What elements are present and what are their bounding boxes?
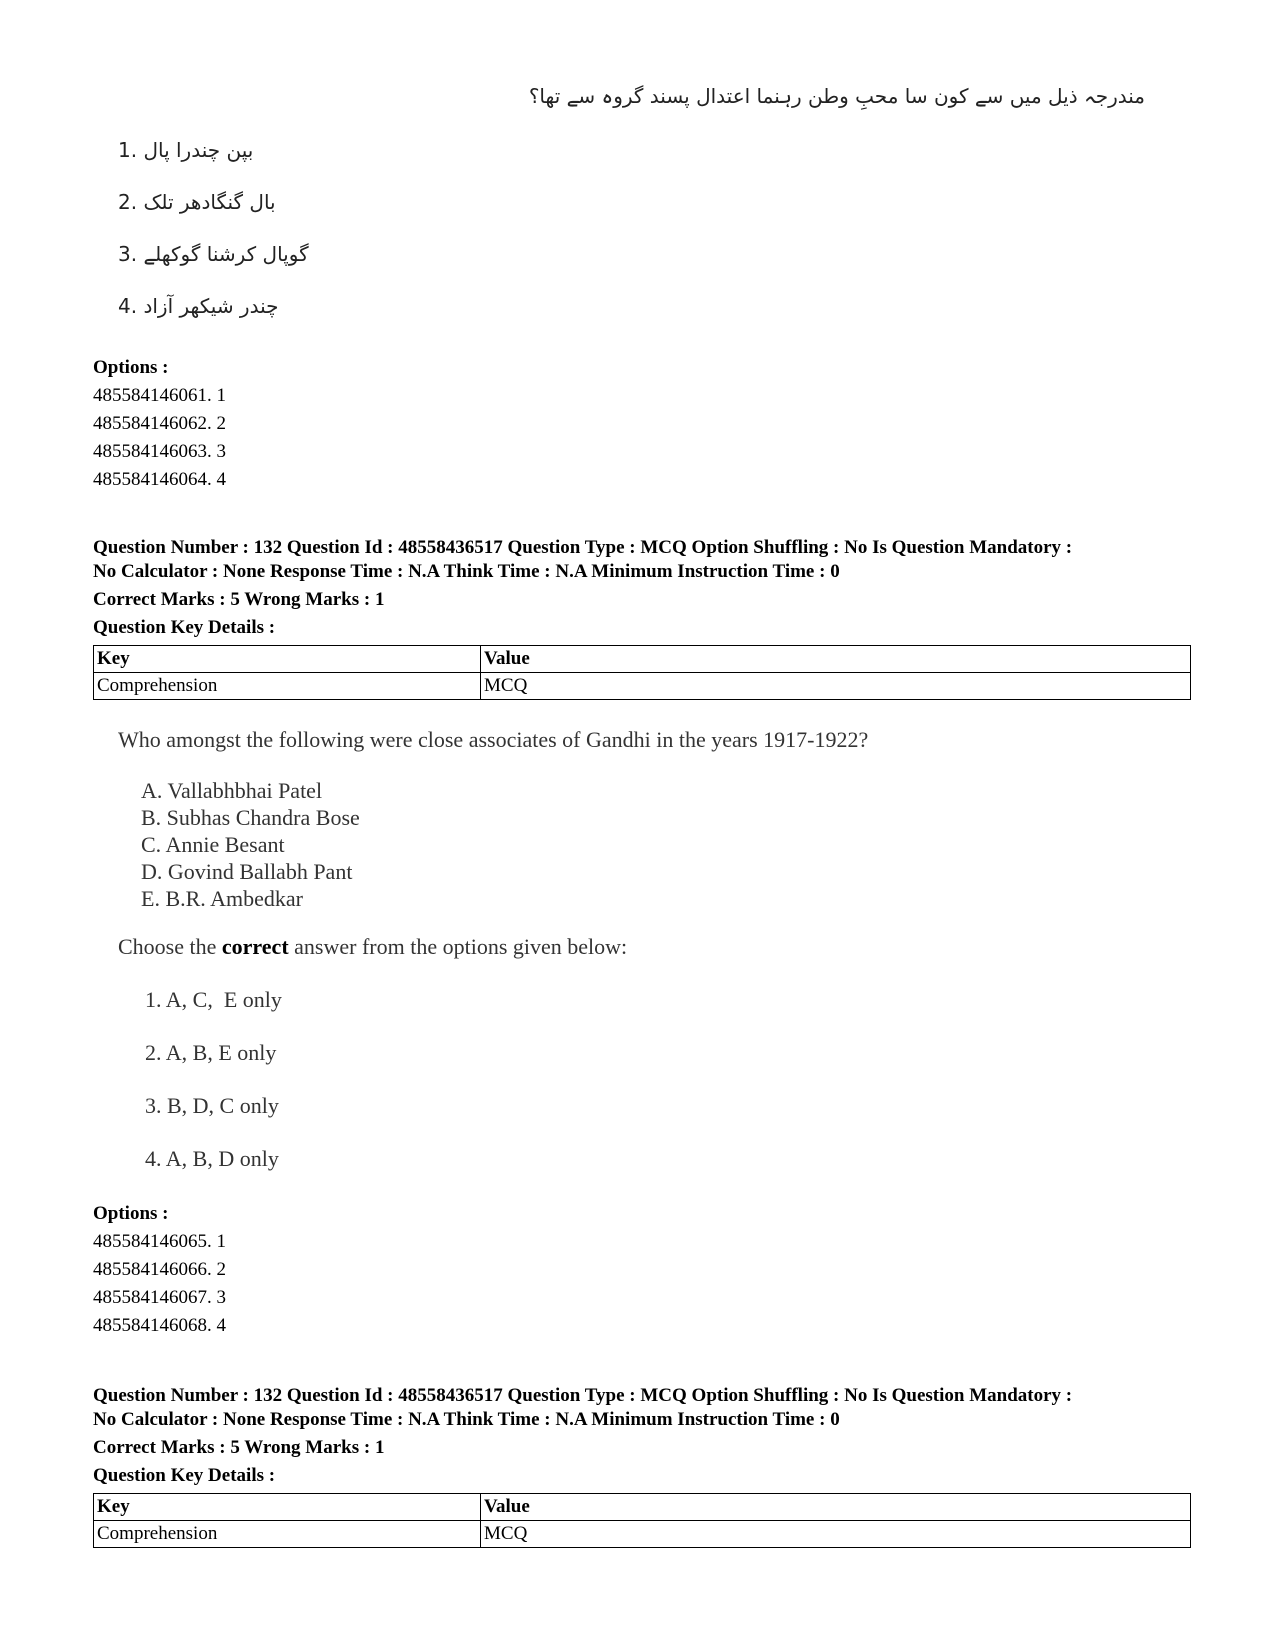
key-cell: Comprehension <box>94 1521 481 1548</box>
key-details-label: Question Key Details : <box>93 1465 276 1486</box>
marks-line: Correct Marks : 5 Wrong Marks : 1 <box>93 589 385 610</box>
table-row <box>94 1494 1191 1521</box>
value-cell: MCQ <box>481 1521 1191 1548</box>
urdu-option-4: چندر شیکھر آزاد .4 <box>118 294 279 318</box>
options-label: Options : <box>93 357 169 378</box>
question-text: Who amongst the following were close associates of Gandhi in the years 1917-1922? <box>118 727 869 752</box>
urdu-option-2: بال گنگادھر تلک .2 <box>118 190 276 214</box>
answer-option-3: 3. B, D, C only <box>145 1093 279 1118</box>
option-id-4: 485584146064. 4 <box>93 469 226 490</box>
marks-line: Correct Marks : 5 Wrong Marks : 1 <box>93 1437 385 1458</box>
list-item: D. Govind Ballabh Pant <box>141 859 353 884</box>
options-label: Options : <box>93 1203 169 1224</box>
key-cell: Comprehension <box>94 673 481 700</box>
key-details-table <box>93 1493 1191 1548</box>
table-row <box>94 1521 1191 1548</box>
urdu-option-1: بپن چندرا پال .1 <box>118 138 254 162</box>
question-header-line2: No Calculator : None Response Time : N.A Think Time : N.A Minimum Instruction Time : 0 <box>93 1409 840 1430</box>
option-id-3: 485584146067. 3 <box>93 1287 226 1308</box>
list-item: A. Vallabhbhai Patel <box>141 778 323 803</box>
key-header: Key <box>94 1494 481 1521</box>
option-id-2: 485584146066. 2 <box>93 1259 226 1280</box>
option-id-1: 485584146065. 1 <box>93 1231 226 1252</box>
choose-instruction <box>118 934 627 960</box>
question-header-line2: No Calculator : None Response Time : N.A Think Time : N.A Minimum Instruction Time : 0 <box>93 561 840 582</box>
key-details-label: Question Key Details : <box>93 617 276 638</box>
table-row <box>94 673 1191 700</box>
list-item: C. Annie Besant <box>141 832 285 857</box>
value-header: Value <box>481 1494 1191 1521</box>
answer-option-2: 2. A, B, E only <box>145 1040 277 1065</box>
option-id-4: 485584146068. 4 <box>93 1315 226 1336</box>
list-item: E. B.R. Ambedkar <box>141 886 303 911</box>
question-header-line1: Question Number : 132 Question Id : 48558436517 Question Type : MCQ Option Shuffling : No Is Question Mandatory : <box>93 537 1073 558</box>
table-row <box>94 646 1191 673</box>
question-header-line1: Question Number : 132 Question Id : 48558436517 Question Type : MCQ Option Shuffling : No Is Question Mandatory : <box>93 1385 1073 1406</box>
urdu-question: مندرجہ ذیل میں سے کون سا محبِ وطن رہنما اعتدال پسند گروہ سے تھا؟ <box>528 84 1145 108</box>
key-header: Key <box>94 646 481 673</box>
choose-bold: correct <box>221 934 289 959</box>
choose-prefix: Choose the <box>118 934 222 959</box>
option-id-2: 485584146062. 2 <box>93 413 226 434</box>
urdu-option-3: گوپال کرشنا گوکھلے .3 <box>118 242 309 266</box>
answer-option-4: 4. A, B, D only <box>145 1146 279 1171</box>
choose-suffix: answer from the options given below: <box>288 934 628 959</box>
option-id-1: 485584146061. 1 <box>93 385 226 406</box>
option-id-3: 485584146063. 3 <box>93 441 226 462</box>
key-details-table <box>93 645 1191 700</box>
list-item: B. Subhas Chandra Bose <box>141 805 360 830</box>
answer-option-1: 1. A, C, E only <box>145 987 282 1012</box>
value-cell: MCQ <box>481 673 1191 700</box>
value-header: Value <box>481 646 1191 673</box>
